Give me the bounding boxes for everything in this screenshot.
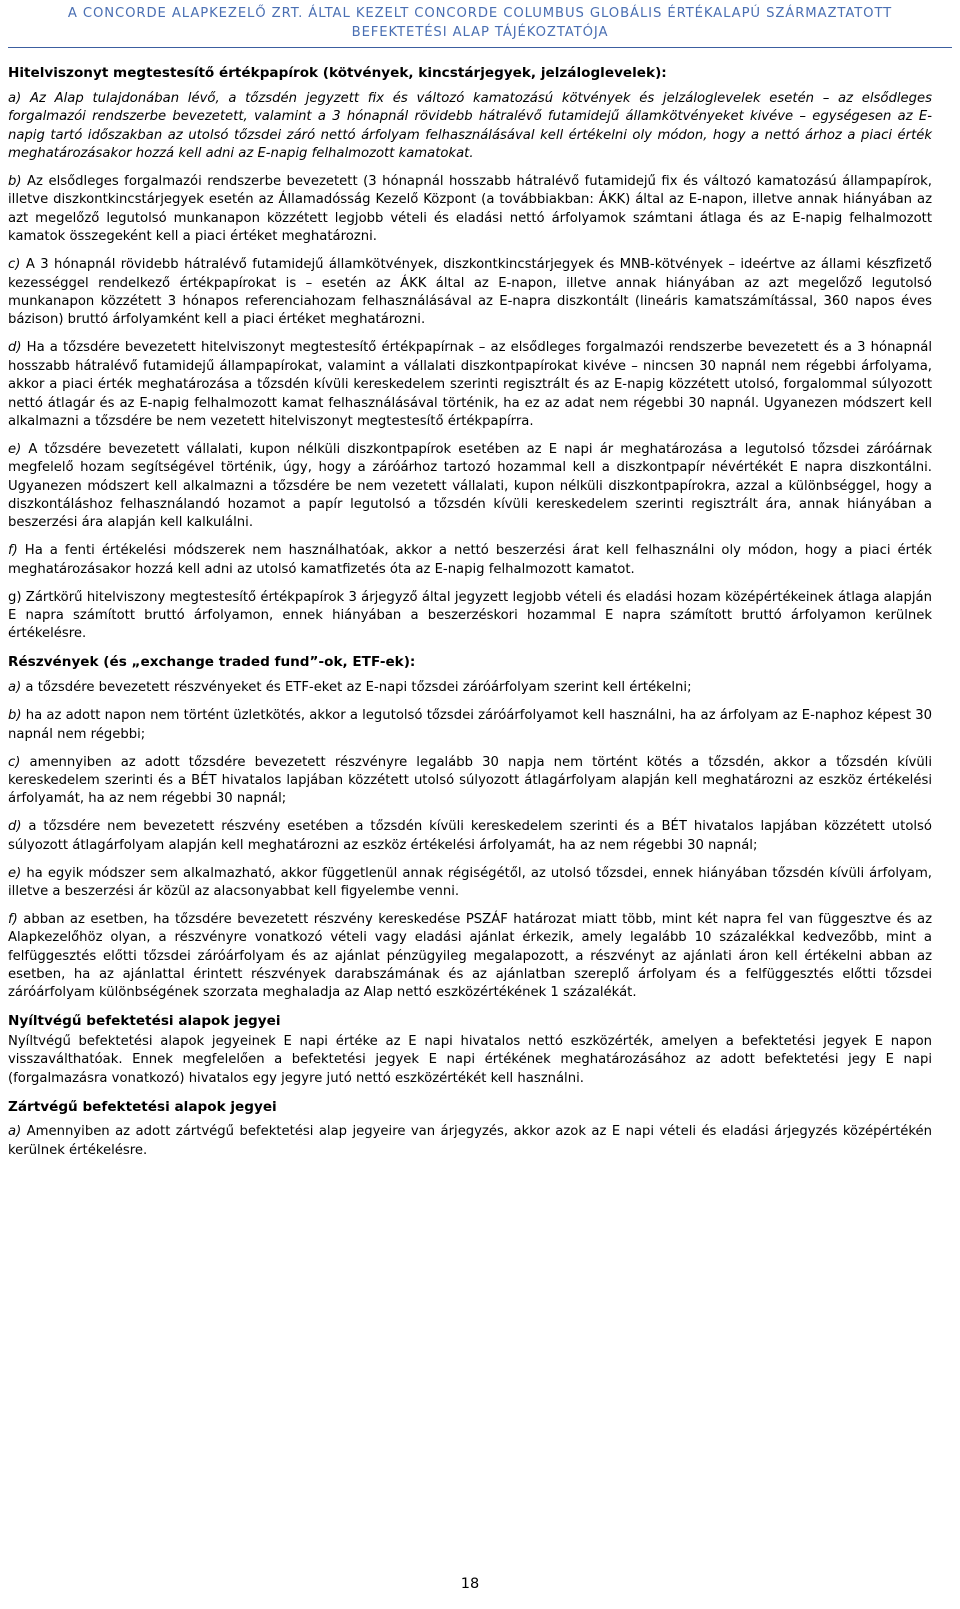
bonds-paragraph-a-wrapper [8,90,932,164]
bonds-a-marker: a) [8,90,22,106]
shares-paragraph-a [8,679,932,697]
document-body [8,64,932,1170]
shares-e-text: ha egyik módszer sem alkalmazható, akkor függetlenül annak régiségétől, az utolsó tőzsdei, ennek hiányában tőzsdén kívüli árfolyam, illetve a beszerzési ár közül az alacsonyabbat kell figyelembe venni. [8,865,932,899]
bonds-b-text: Az elsődleges forgalmazói rendszerbe bevezetett (3 hónapnál hosszabb hátralévő futamidejű fix és változó kamatozású állampapírok, illetve diszkontkincstárjegyek esetén az Államadósság Kezelő Központ (a továbbiakban: ÁKK) által az E-napon, illetve annak hiányában az azt megelőző legutolsó munkanapon közzétett legjobb vételi és eladási nettó árfolyamok számtani átlaga és az E-napig felhalmozott kamatok összegeként kell a piaci értéket meghatározni. [8,174,932,245]
bonds-paragraph-a [8,90,932,164]
header-divider [8,47,952,48]
bonds-d-marker: d) [8,340,22,356]
bonds-paragraph-e [8,441,932,533]
document-header [0,4,960,42]
shares-a-marker: a) [8,680,22,696]
bonds-c-marker: c) [8,257,21,273]
bonds-paragraph-g: g) Zártkörű hitelviszony megtestesítő értékpapírok 3 árjegyző által jegyzett legjobb vételi és eladási hozam középértékeinek átlaga alapján E napra számított bruttó árfolyamon, ennek hiányában a beszerzéskori hozammal E napra számított bruttó árfolyamon kerülnek értékelésre. [8,589,932,642]
section-heading-closed-funds: Zártvégű befektetési alapok jegyei [8,1098,277,1115]
shares-paragraph-c [8,754,932,809]
closed-funds-a-marker: a) [8,1124,22,1140]
shares-paragraph-f [8,911,932,1003]
bonds-e-marker: e) [8,441,22,457]
bonds-f-marker: f) [8,543,18,559]
shares-f-text: abban az esetben, ha tőzsdére bevezetett részvény kereskedése PSZÁF határozat miatt több, mint két napra fel van függesztve és az Alapkezelőhöz olyan, a részvényre vonatkozó vételi vagy eladási ajánlat érkezik, amely legalább 10 százalékkal kedvezőbb, mint a felfüggesztés előtti tőzsdei záróárfolyam és az ajánlat pénzügyileg megalapozott, a részvényt az ajánlati áron kell értékelni abban az esetben, ha az ajánlattal érintett részvények darabszámának és az ajánlatban szereplő árfolyam és a felfüggesztés előtti tőzsdei záróárfolyam különbségének szorzata meghaladja az Alap nettó eszközértékének 1 százalékát. [8,911,932,1001]
closed-funds-a-text: Amennyiben az adott zártvégű befektetési alap jegyeire van árjegyzés, akkor azok az E napi vételi és eladási árjegyzés középértékén kerülnek értékelésre. [8,1124,932,1158]
bonds-c-text: A 3 hónapnál rövidebb hátralévő futamidejű államkötvények, diszkontkincstárjegyek és MNB-kötvények – ideértve az állami készfizető kezességgel rendelkező értékpapírokat is – esetén az ÁKK által az E-napon, illetve annak hiányában az azt megelőző legutolsó munkanapon közzétett 3 hónapos referenciahozam felhasználásával az E-napra diszkontált (lineáris kamatszámítással, 360 napos éves bázison) bruttó árfolyamként kell a piaci értéket meghatározni. [8,257,932,328]
bonds-paragraph-d [8,339,932,431]
shares-c-marker: c) [8,754,21,770]
header-line-1: A CONCORDE ALAPKEZELŐ ZRT. ÁLTAL KEZELT CONCORDE COLUMBUS GLOBÁLIS ÉRTÉKALAPÚ SZÁRMAZTATOTT [67,6,893,21]
shares-c-text: amennyiben az adott tőzsdére bevezetett részvényre legalább 30 napja nem történt kötés a tőzsdén, akkor a tőzsdén kívüli kereskedelem szerinti és a BÉT hivatalos lapjában közzétett utolsó súlyozott átlagárfolyam alapján kell meghatározni az eszköz értékelési árfolyamát, ha az nem régebbi 30 napnál; [8,754,932,807]
header-line-2: BEFEKTETÉSI ALAP TÁJÉKOZTATÓJA [351,25,609,40]
shares-paragraph-d [8,818,932,855]
shares-paragraph-e [8,865,932,902]
bonds-paragraph-f [8,542,932,579]
bonds-d-text: Ha a tőzsdére bevezetett hitelviszonyt megtestesítő értékpapírnak – az elsődleges forgalmazói rendszerbe bevezetett és a 3 hónapnál hosszabb hátralévő futamidejű állampapírokat, valamint a vállalati diszkontpapírokat kivéve – nincsen 30 napnál nem régebbi árfolyama, akkor a piaci érték meghatározása a tőzsdén kívüli kereskedelem szerinti regisztrált és az E-napig közzétett utolsó, forgalommal súlyozott nettó átlagár és az E-napig felhalmozott kamat felhasználásával történik, ha ez az adat nem régebbi 30 napnál. Ugyanezen módszert kell alkalmazni a tőzsdére be nem vezetett hitelviszonyt megtestesítő értékpapírra. [8,340,932,429]
bonds-a-text: Az Alap tulajdonában lévő, a tőzsdén jegyzett fix és változó kamatozású kötvények és jelzáloglevelek esetén – az elsődleges forgalmazói rendszerbe bevezetett, valamint a 3 hónapnál rövidebb hátralévő futamidejű államkötvényeket kivéve – egységesen az E-napig tartó időszakban az utolsó tőzsdei záró nettó árfolyam felhasználásával kell értékelni oly módon, hogy a nettó árhoz a piaci érték meghatározásakor hozzá kell adni az E-napig felhalmozott kamatokat. [8,90,932,162]
page-number: 18 [460,1576,480,1592]
shares-d-marker: d) [8,819,22,835]
section-heading-open-funds: Nyíltvégű befektetési alapok jegyei [8,1013,281,1030]
shares-d-text: a tőzsdére nem bevezetett részvény esetében a tőzsdén kívüli kereskedelem szerinti és a BÉT hivatalos lapjában közzétett utolsó súlyozott átlagárfolyam alapján kell meghatározni az eszköz értékelési árfolyamát, ha az nem régebbi 30 napnál; [8,819,932,853]
shares-paragraph-b [8,707,932,744]
open-funds-paragraph: Nyíltvégű befektetési alapok jegyeinek E napi értéke az E napi hivatalos nettó eszközérték, amelyen a befektetési jegyek E napon visszaválthatóak. Ennek megfelelően a befektetési jegyek E napi értékének meghatározásához az adott befektetési jegy E napi (forgalmazásra vonatkozó) hivatalos egy jegyre jutó nettó eszközértékét kell használni. [8,1033,932,1086]
bonds-e-text: A tőzsdére bevezetett vállalati, kupon nélküli diszkontpapírok esetében az E napi ár meghatározása a legutolsó tőzsdei záróárnak megfelelő hozam segítségével történik, úgy, hogy a záróárhoz tartozó hozammal kell a diszkontpapír névértékét E napra diszkontálni. Ugyanezen módszert kell alkalmazni a tőzsdére be nem vezetett vállalati, kupon nélküli diszkontpapírokra, azzal a különbséggel, hogy a diszkontáláshoz felhasználandó hozamot a papír legutolsó a tőzsdén kívüli kereskedelem szerinti regisztrált ára, annak hiányában a beszerzési ára alapján kell kalkulálni. [8,441,932,531]
shares-b-marker: b) [8,708,22,724]
shares-b-text: ha az adott napon nem történt üzletkötés, akkor a legutolsó tőzsdei záróárfolyamot kell használni, ha az árfolyam az E-naphoz képest 30 napnál nem régebbi; [8,708,932,742]
shares-e-marker: e) [8,865,22,881]
bonds-paragraph-c [8,256,932,330]
bonds-b-marker: b) [8,174,22,190]
bonds-f-text: Ha a fenti értékelési módszerek nem használhatóak, akkor a nettó beszerzési árat kell felhasználni oly módon, hogy a piaci érték meghatározásakor hozzá kell adni az utolsó kamatfizetés óta az E-napig felhalmozott kamatot. [8,543,932,577]
section-heading-shares: Részvények (és „exchange traded fund”-ok, ETF-ek): [8,654,416,671]
section-heading-bonds: Hitelviszonyt megtestesítő értékpapírok (kötvények, kincstárjegyek, jelzáloglevelek): [8,65,667,81]
shares-a-text: a tőzsdére bevezetett részvényeket és ETF-eket az E-napi tőzsdei záróárfolyam szerint kell értékelni; [21,680,692,696]
bonds-paragraph-b [8,173,932,247]
closed-funds-paragraph-a [8,1123,932,1160]
shares-f-marker: f) [8,911,18,927]
